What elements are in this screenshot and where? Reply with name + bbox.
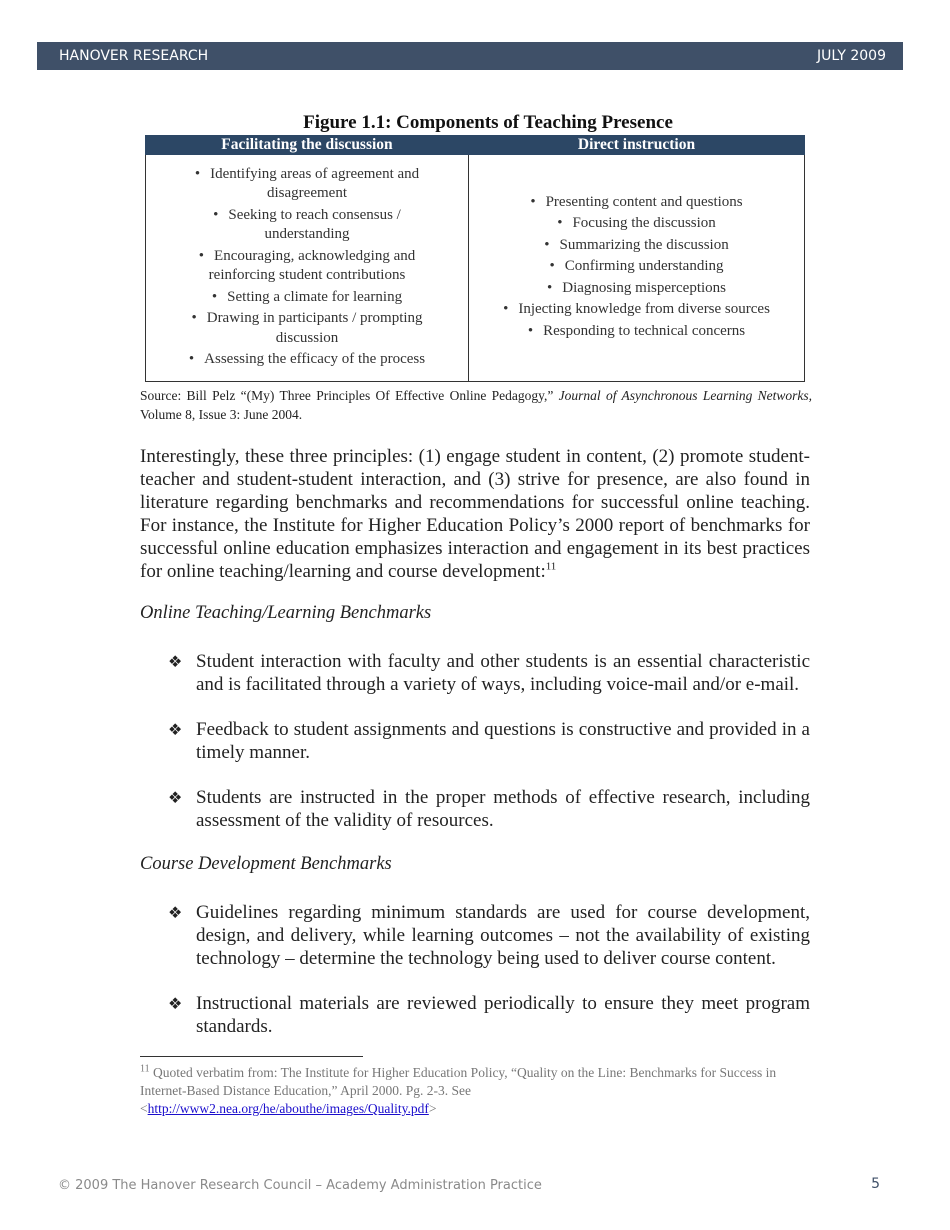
source-label: Source: xyxy=(140,388,182,403)
figure-column-header: Direct instruction xyxy=(469,136,805,155)
diamond-bullet-icon: ❖ xyxy=(168,652,183,671)
source-journal: Journal of Asynchronous Learning Networks, xyxy=(558,388,813,403)
footnote-number: 11 xyxy=(140,1063,150,1075)
header-date: JULY 2009 xyxy=(817,48,886,64)
footnote-text: Quoted verbatim from: The Institute for Higher Education Policy, “Quality on the Line: Benchmarks for Success in Internet-Based Distance Education,” April 2000. Pg. 2-3. See xyxy=(140,1065,777,1098)
section-heading: Online Teaching/Learning Benchmarks xyxy=(140,603,432,623)
diamond-bullet-icon: ❖ xyxy=(168,788,183,807)
footnote-divider xyxy=(140,1056,363,1057)
list-item: ❖ Students are instructed in the proper methods of effective research, including assessment of the validity of resources. xyxy=(168,787,810,831)
figure-list-item: • Encouraging, acknowledging and reinforcing student contributions xyxy=(160,247,454,286)
footnote-link[interactable]: http://www2.nea.org/he/abouthe/images/Quality.pdf xyxy=(147,1101,429,1116)
figure-list-item: • Seeking to reach consensus / understanding xyxy=(160,206,454,245)
list-item: ❖ Student interaction with faculty and other students is an essential characteristic and is facilitated through a variety of ways, including voice-mail and/or e-mail. xyxy=(168,651,810,695)
page-number: 5 xyxy=(871,1176,880,1192)
figure-list-item: • Injecting knowledge from diverse sources xyxy=(483,300,790,320)
figure-source xyxy=(140,386,812,424)
figure-cell-facilitating xyxy=(146,155,469,382)
diamond-bullet-icon: ❖ xyxy=(168,720,183,739)
paragraph-text: Interestingly, these three principles: (1) engage student in content, (2) promote student-teacher and student-student interaction, and (3) strive for presence, are also found in literature regarding benchmarks and recommendations for successful online teaching. For instance, the Institute for Higher Education Policy’s 2000 report of benchmarks for successful online education emphasizes interaction and engagement in its best practices for online teaching/learning and course development: xyxy=(140,446,810,582)
source-text: Bill Pelz “(My) Three Principles Of Effective Online Pedagogy,” xyxy=(181,388,559,403)
body-paragraph xyxy=(140,445,810,583)
figure-column-header: Facilitating the discussion xyxy=(146,136,469,155)
source-tail: Volume 8, Issue 3: June 2004. xyxy=(140,407,303,422)
figure-table xyxy=(145,135,805,382)
list-item: ❖ Instructional materials are reviewed periodically to ensure they meet program standards. xyxy=(168,993,810,1037)
figure-list-item: • Presenting content and questions xyxy=(483,193,790,213)
header-org: HANOVER RESEARCH xyxy=(59,48,209,64)
diamond-bullet-icon: ❖ xyxy=(168,903,183,922)
page-header xyxy=(37,42,903,70)
figure-list-item: • Confirming understanding xyxy=(483,257,790,277)
figure-list-item: • Assessing the efficacy of the process xyxy=(160,350,454,370)
figure-list-item: • Drawing in participants / prompting discussion xyxy=(160,309,454,348)
diamond-bullet-icon: ❖ xyxy=(168,994,183,1013)
figure-cell-direct-instruction xyxy=(469,155,805,382)
figure-list-item: • Diagnosing misperceptions xyxy=(483,279,790,299)
figure-list-item: • Responding to technical concerns xyxy=(483,322,790,342)
footer-copyright: © 2009 The Hanover Research Council – Academy Administration Practice xyxy=(58,1178,542,1193)
footnote: $^{11}$ Quoted verbatim from: The Institute for Higher Education Policy, “Quality on the Line: Benchmarks for Success in Internet-Based Distance Education,” April 2000. Pg. 2-3. See <http://www2.nea.org/he/abouthe/images/Quality.pdf> xyxy=(140,1063,777,1116)
figure-title: Figure 1.1: Components of Teaching Presence xyxy=(303,112,673,133)
list-item: ❖ Guidelines regarding minimum standards are used for course development, design, and delivery, while learning outcomes – not the availability of existing technology – determine the technology being used to deliver course content. xyxy=(168,902,810,969)
section2-list xyxy=(168,901,810,1038)
list-item: ❖ Feedback to student assignments and questions is constructive and provided in a timely manner. xyxy=(168,719,810,763)
figure-list-item: • Summarizing the discussion xyxy=(483,236,790,256)
footnote-ref[interactable]: 11 xyxy=(545,560,557,573)
section-heading: Course Development Benchmarks xyxy=(140,854,392,874)
section1-list xyxy=(168,650,810,832)
figure-list-item: • Setting a climate for learning xyxy=(160,288,454,308)
figure-list-item: • Identifying areas of agreement and disagreement xyxy=(160,165,454,204)
figure-list-item: • Focusing the discussion xyxy=(483,214,790,234)
